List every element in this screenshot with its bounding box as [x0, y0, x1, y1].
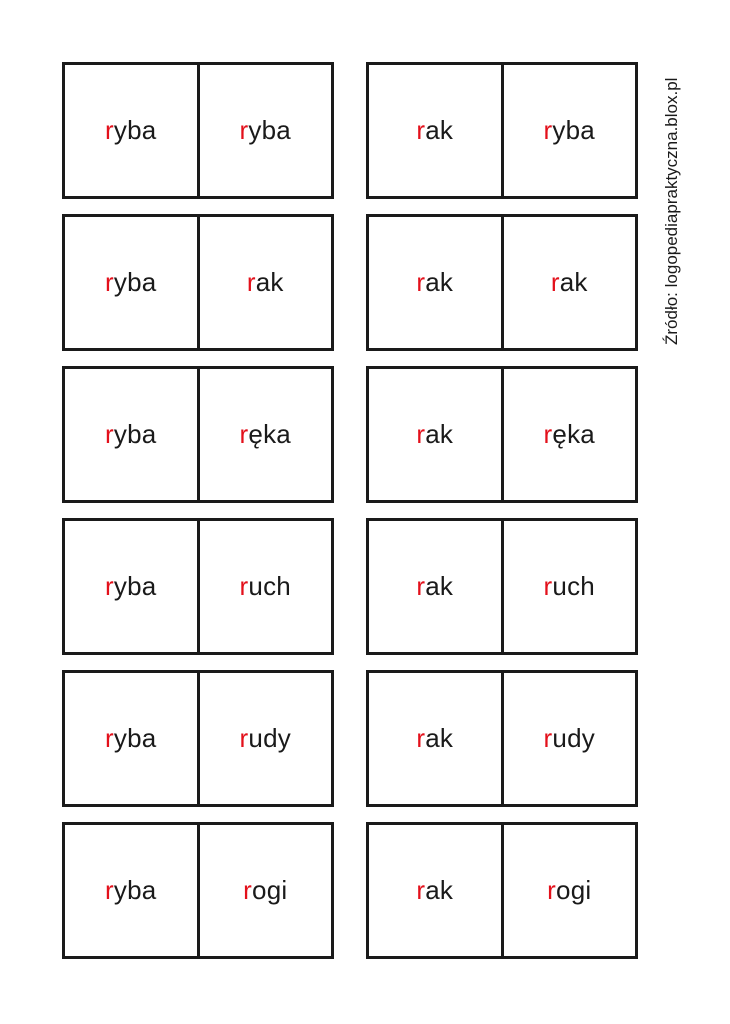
word-first-letter: r [543, 419, 553, 449]
card-word [247, 267, 284, 298]
domino-card [62, 518, 334, 655]
card-word-cell [504, 217, 636, 348]
card-word [416, 115, 453, 146]
word-first-letter: r [105, 723, 114, 753]
word-rest: yba [113, 723, 157, 753]
card-word [240, 723, 291, 754]
card-word [240, 571, 291, 602]
card-word-cell [369, 825, 504, 956]
card-word [416, 875, 453, 906]
card-word-cell [504, 521, 636, 652]
word-first-letter: r [239, 419, 249, 449]
card-word [416, 267, 453, 298]
word-rest: udy [552, 723, 595, 753]
card-word-cell [369, 369, 504, 500]
card-word [416, 571, 453, 602]
card-word [105, 267, 156, 298]
word-rest: yba [113, 267, 157, 297]
card-word-cell [369, 521, 504, 652]
word-rest: yba [113, 419, 157, 449]
card-word [105, 723, 156, 754]
domino-card [62, 214, 334, 351]
card-word-cell [200, 825, 332, 956]
word-rest: ak [425, 571, 454, 601]
card-word-cell [200, 65, 332, 196]
word-rest: ęka [248, 419, 291, 449]
domino-card [366, 518, 638, 655]
card-word-cell [369, 65, 504, 196]
word-rest: yba [113, 571, 157, 601]
word-rest: yba [248, 115, 291, 145]
domino-card [62, 366, 334, 503]
card-word-cell [65, 521, 200, 652]
card-word [544, 571, 595, 602]
word-first-letter: r [105, 571, 114, 601]
word-first-letter: r [416, 419, 426, 449]
word-first-letter: r [416, 115, 426, 145]
word-first-letter: r [105, 115, 114, 145]
word-first-letter: r [416, 571, 426, 601]
card-word-cell [65, 217, 200, 348]
card-word-cell [504, 65, 636, 196]
word-first-letter: r [543, 115, 553, 145]
card-word [544, 419, 595, 450]
word-first-letter: r [239, 723, 249, 753]
card-word [105, 571, 156, 602]
word-rest: uch [552, 571, 595, 601]
card-word [544, 723, 595, 754]
word-rest: ogi [556, 875, 592, 905]
domino-card [366, 366, 638, 503]
domino-card [62, 62, 334, 199]
word-rest: ak [425, 723, 454, 753]
word-first-letter: r [547, 875, 557, 905]
domino-card [62, 822, 334, 959]
card-word-cell [504, 673, 636, 804]
domino-card [366, 62, 638, 199]
card-word [243, 875, 287, 906]
card-word [105, 875, 156, 906]
word-first-letter: r [243, 875, 253, 905]
word-first-letter: r [416, 267, 426, 297]
source-attribution: Źródło: logopediapraktyczna.blox.pl [662, 77, 681, 345]
card-word-cell [504, 369, 636, 500]
word-rest: ak [255, 267, 284, 297]
card-word [551, 267, 588, 298]
card-word-cell [200, 673, 332, 804]
word-first-letter: r [416, 723, 426, 753]
word-rest: ęka [552, 419, 595, 449]
word-first-letter: r [543, 723, 553, 753]
word-rest: yba [113, 875, 157, 905]
card-word-cell [504, 825, 636, 956]
word-first-letter: r [246, 267, 256, 297]
card-word-cell [369, 217, 504, 348]
word-rest: ak [425, 115, 454, 145]
card-word-cell [200, 369, 332, 500]
card-word [105, 419, 156, 450]
card-word-cell [65, 825, 200, 956]
card-word [240, 419, 291, 450]
word-rest: uch [248, 571, 291, 601]
word-rest: ak [425, 875, 454, 905]
word-rest: ak [425, 419, 454, 449]
word-first-letter: r [550, 267, 560, 297]
word-first-letter: r [105, 875, 114, 905]
word-rest: ogi [252, 875, 288, 905]
word-rest: yba [113, 115, 157, 145]
word-first-letter: r [239, 571, 249, 601]
card-word-cell [65, 369, 200, 500]
word-rest: udy [248, 723, 291, 753]
domino-card [366, 822, 638, 959]
domino-card [62, 670, 334, 807]
card-word [105, 115, 156, 146]
card-word [547, 875, 591, 906]
card-word [416, 419, 453, 450]
card-word-cell [200, 521, 332, 652]
word-first-letter: r [239, 115, 249, 145]
card-word [416, 723, 453, 754]
domino-card [366, 670, 638, 807]
card-word-cell [65, 673, 200, 804]
card-word [240, 115, 291, 146]
word-rest: ak [425, 267, 454, 297]
word-first-letter: r [105, 419, 114, 449]
word-first-letter: r [416, 875, 426, 905]
word-first-letter: r [543, 571, 553, 601]
card-word-cell [369, 673, 504, 804]
word-rest: ak [559, 267, 588, 297]
card-word-cell [200, 217, 332, 348]
word-rest: yba [552, 115, 595, 145]
word-first-letter: r [105, 267, 114, 297]
domino-card [366, 214, 638, 351]
card-word [544, 115, 595, 146]
card-word-cell [65, 65, 200, 196]
